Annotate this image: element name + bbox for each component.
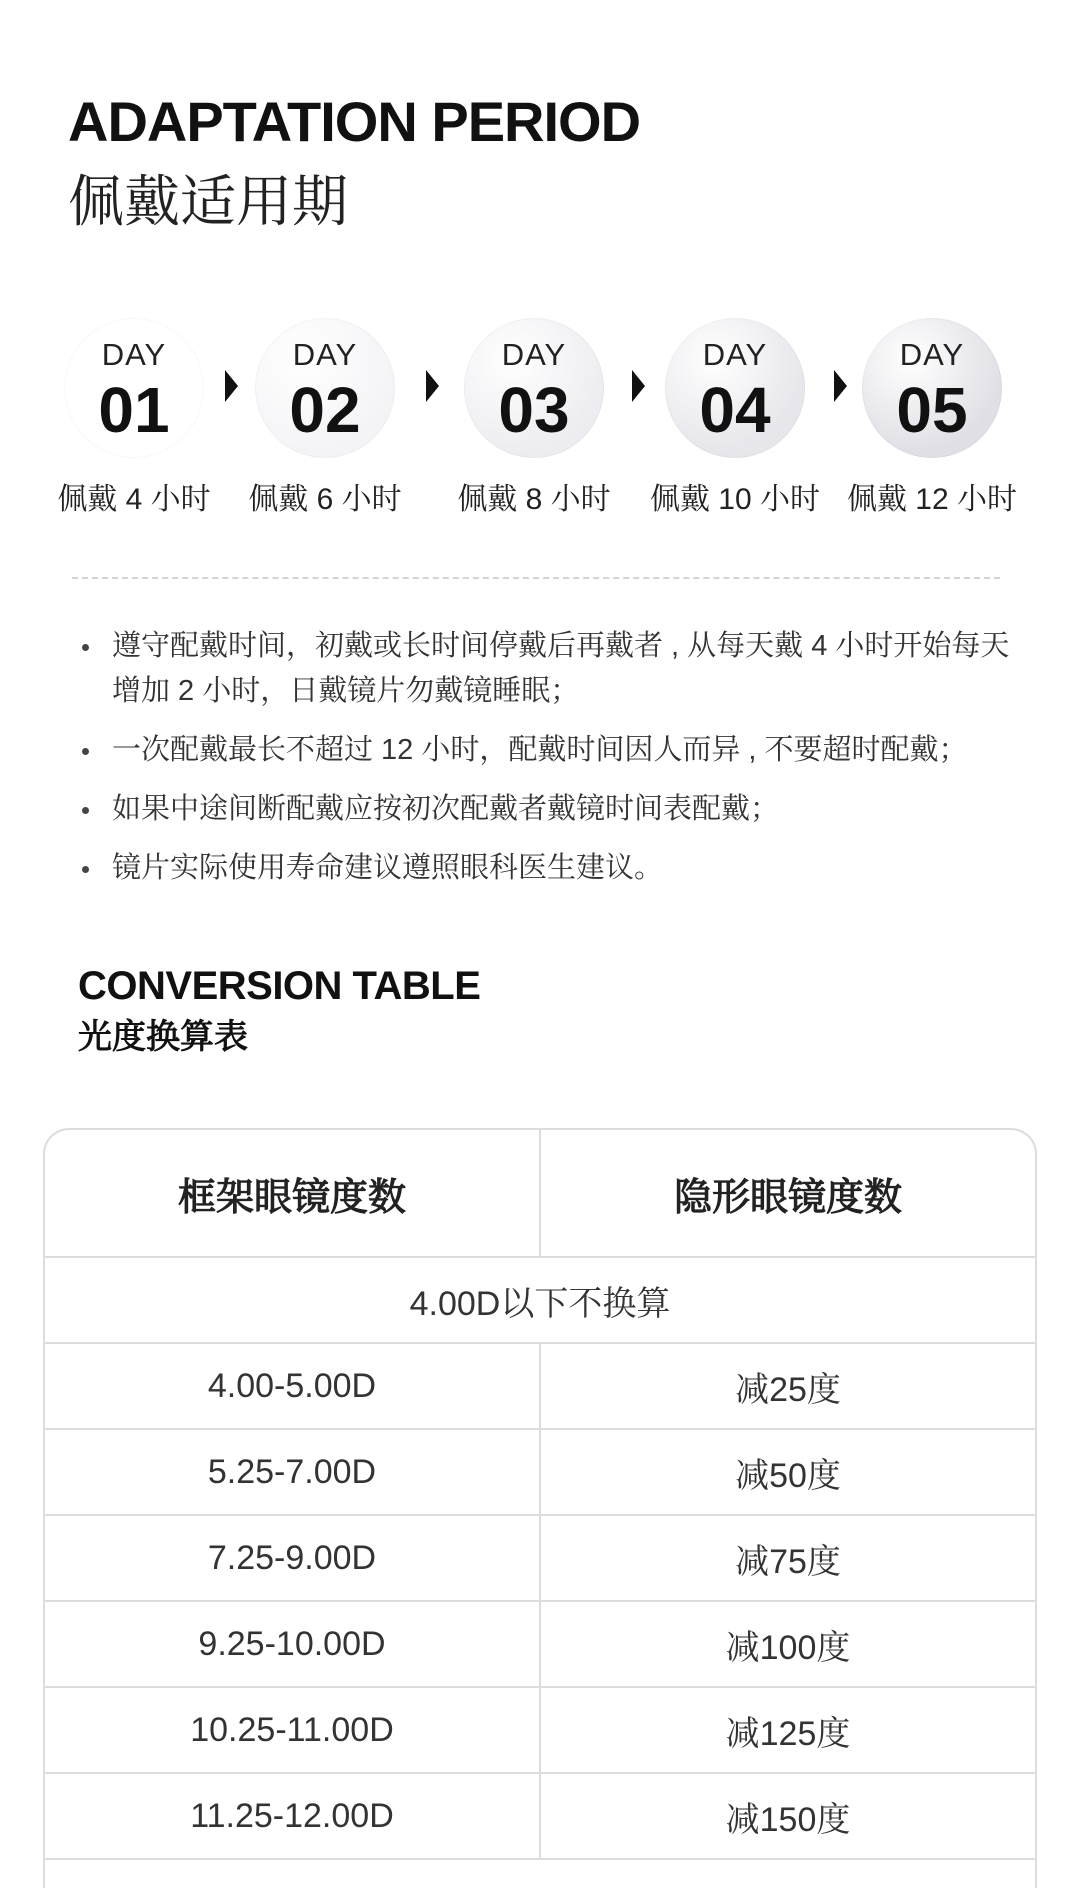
day-number: 02 <box>289 373 361 446</box>
day-number: 03 <box>498 373 570 446</box>
adaptation-schedule <box>0 318 1080 518</box>
table-row-span <box>45 1258 1035 1344</box>
header-cell-contact: 隐形眼镜度数 <box>539 1130 1035 1256</box>
frame-power-cell: 5.25-7.00D <box>207 1452 377 1491</box>
day-circle <box>255 318 395 458</box>
contact-adjust-cell: 减150度 <box>539 1774 1035 1858</box>
day-number: 01 <box>98 373 170 446</box>
note-text: 镜片实际使用寿命建议遵照眼科医生建议。 <box>112 852 664 884</box>
day-label: DAY <box>702 336 768 372</box>
bullet-icon <box>82 748 89 755</box>
day-circle <box>64 318 204 458</box>
section-title-cn: 光度换算表 <box>78 1018 248 1056</box>
day-label: DAY <box>101 336 167 372</box>
table-header-row <box>45 1130 1035 1258</box>
table-row <box>45 1344 1035 1430</box>
frame-power-cell: 9.25-10.00D <box>198 1624 386 1663</box>
note-text: 遵守配戴时间，初戴或长时间停戴后再戴者 , 从每天戴 4 小时开始每天增加 2 小时，日戴镜片勿戴镜睡眠； <box>112 630 1010 707</box>
table-row <box>45 1516 1035 1602</box>
bullet-icon <box>82 807 89 814</box>
conversion-table <box>43 1128 1037 1888</box>
contact-adjust-cell: 减75度 <box>539 1516 1035 1600</box>
note-item <box>78 728 1018 773</box>
day-step-3 <box>444 318 624 518</box>
note-item <box>78 787 1018 832</box>
day-circle <box>665 318 805 458</box>
day-caption: 佩戴 4 小时 <box>57 483 211 516</box>
bullet-icon <box>82 866 89 873</box>
frame-power-cell: 11.25-12.00D <box>190 1796 394 1835</box>
day-step-2 <box>235 318 415 518</box>
frame-power-cell: 4.00-5.00D <box>207 1366 377 1405</box>
contact-adjust-cell: 减100度 <box>539 1602 1035 1686</box>
page-title-en: ADAPTATION PERIOD <box>68 90 641 153</box>
day-number: 04 <box>699 373 771 446</box>
contact-adjust-cell: 减50度 <box>539 1430 1035 1514</box>
frame-power-cell: 7.25-9.00D <box>207 1538 377 1577</box>
note-text: 如果中途间断配戴应按初次配戴者戴镜时间表配戴； <box>112 793 780 825</box>
day-caption: 佩戴 8 小时 <box>457 483 611 516</box>
day-caption: 佩戴 10 小时 <box>649 483 821 516</box>
day-circle <box>464 318 604 458</box>
day-caption: 佩戴 12 小时 <box>846 483 1018 516</box>
day-circle <box>862 318 1002 458</box>
bullet-icon <box>82 644 89 651</box>
day-caption: 佩戴 6 小时 <box>248 483 402 516</box>
day-label: DAY <box>292 336 358 372</box>
frame-power-cell: 10.25-11.00D <box>190 1710 394 1749</box>
contact-adjust-cell: 减125度 <box>539 1688 1035 1772</box>
contact-adjust-cell: 减25度 <box>539 1344 1035 1428</box>
note-text: 一次配戴最长不超过 12 小时，配戴时间因人而异 , 不要超时配戴； <box>112 734 968 766</box>
day-label: DAY <box>501 336 567 372</box>
table-row <box>45 1774 1035 1860</box>
page-title-cn: 佩戴适用期 <box>68 170 348 233</box>
arrow-right-icon <box>426 370 439 402</box>
table-row <box>45 1688 1035 1774</box>
day-number: 05 <box>896 373 968 446</box>
dashed-divider <box>72 577 1000 579</box>
table-row <box>45 1430 1035 1516</box>
section-title-en: CONVERSION TABLE <box>78 964 481 1008</box>
span-cell: 4.00D以下不换算 <box>409 1284 671 1323</box>
header-cell-frame: 框架眼镜度数 <box>177 1176 406 1219</box>
day-step-4 <box>645 318 825 518</box>
note-item <box>78 846 1018 891</box>
note-item <box>78 624 1018 714</box>
day-step-1 <box>44 318 224 518</box>
arrow-right-icon <box>632 370 645 402</box>
day-step-5 <box>842 318 1022 518</box>
table-row <box>45 1602 1035 1688</box>
usage-notes <box>78 624 1018 905</box>
day-label: DAY <box>899 336 965 372</box>
